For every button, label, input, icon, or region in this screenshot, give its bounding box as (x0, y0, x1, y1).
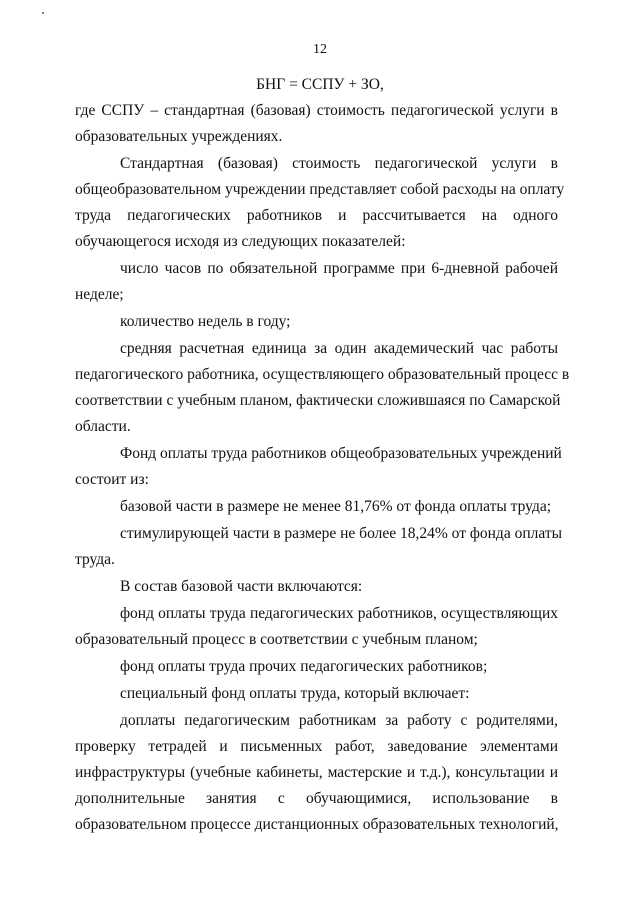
text-line: образовательном процессе дистанционных образовательных технологий, (75, 816, 559, 833)
text-line: области. (75, 418, 131, 435)
text-line: Стандартная (базовая) стоимость педагогической услуги в (120, 155, 558, 172)
text-line: инфраструктуры (учебные кабинеты, мастерские и т.д.), консультации и (75, 764, 558, 781)
text-line: количество недель в году; (120, 313, 291, 330)
text-line: фонд оплаты труда прочих педагогических работников; (120, 658, 488, 675)
text-line: средняя расчетная единица за один академический час работы (120, 340, 558, 357)
text-line: дополнительные занятия с обучающимися, использование в (75, 790, 558, 807)
text-line: соответствии с учебным планом, фактически сложившаяся по Самарской (75, 392, 561, 409)
formula: БНГ = ССПУ + ЗО, (256, 76, 384, 93)
text-line: педагогического работника, осуществляющего образовательный процесс в (75, 366, 570, 383)
text-line: неделе; (75, 286, 124, 303)
text-line: число часов по обязательной программе при 6-дневной рабочей (120, 260, 558, 277)
text-line: стимулирующей части в размере не более 18,24% от фонда оплаты (120, 525, 563, 542)
text-line: состоит из: (75, 471, 149, 488)
text-line: где ССПУ – стандартная (базовая) стоимость педагогической услуги в (75, 102, 558, 119)
text-line: образовательный процесс в соответствии с учебным планом; (75, 631, 478, 648)
text-line: доплаты педагогическим работникам за работу с родителями, (120, 712, 558, 729)
text-line: общеобразовательном учреждении представляет собой расходы на оплату (75, 181, 565, 198)
text-line: труда. (75, 551, 115, 568)
text-line: В состав базовой части включаются: (120, 578, 363, 595)
text-line: специальный фонд оплаты труда, который включает: (120, 685, 470, 702)
text-line: обучающегося исходя из следующих показателей: (75, 233, 406, 250)
text-line: фонд оплаты труда педагогических работников, осуществляющих (120, 605, 558, 622)
text-line: образовательных учреждениях. (75, 128, 283, 145)
text-line: Фонд оплаты труда работников общеобразовательных учреждений (120, 445, 562, 462)
text-line: проверку тетрадей и письменных работ, заведование элементами (75, 738, 558, 755)
text-line: базовой части в размере не менее 81,76% от фонда оплаты труда; (120, 498, 552, 515)
scan-speck (42, 12, 44, 14)
page-number: 12 (313, 42, 327, 57)
text-line: труда педагогических работников и рассчитывается на одного (75, 207, 558, 224)
